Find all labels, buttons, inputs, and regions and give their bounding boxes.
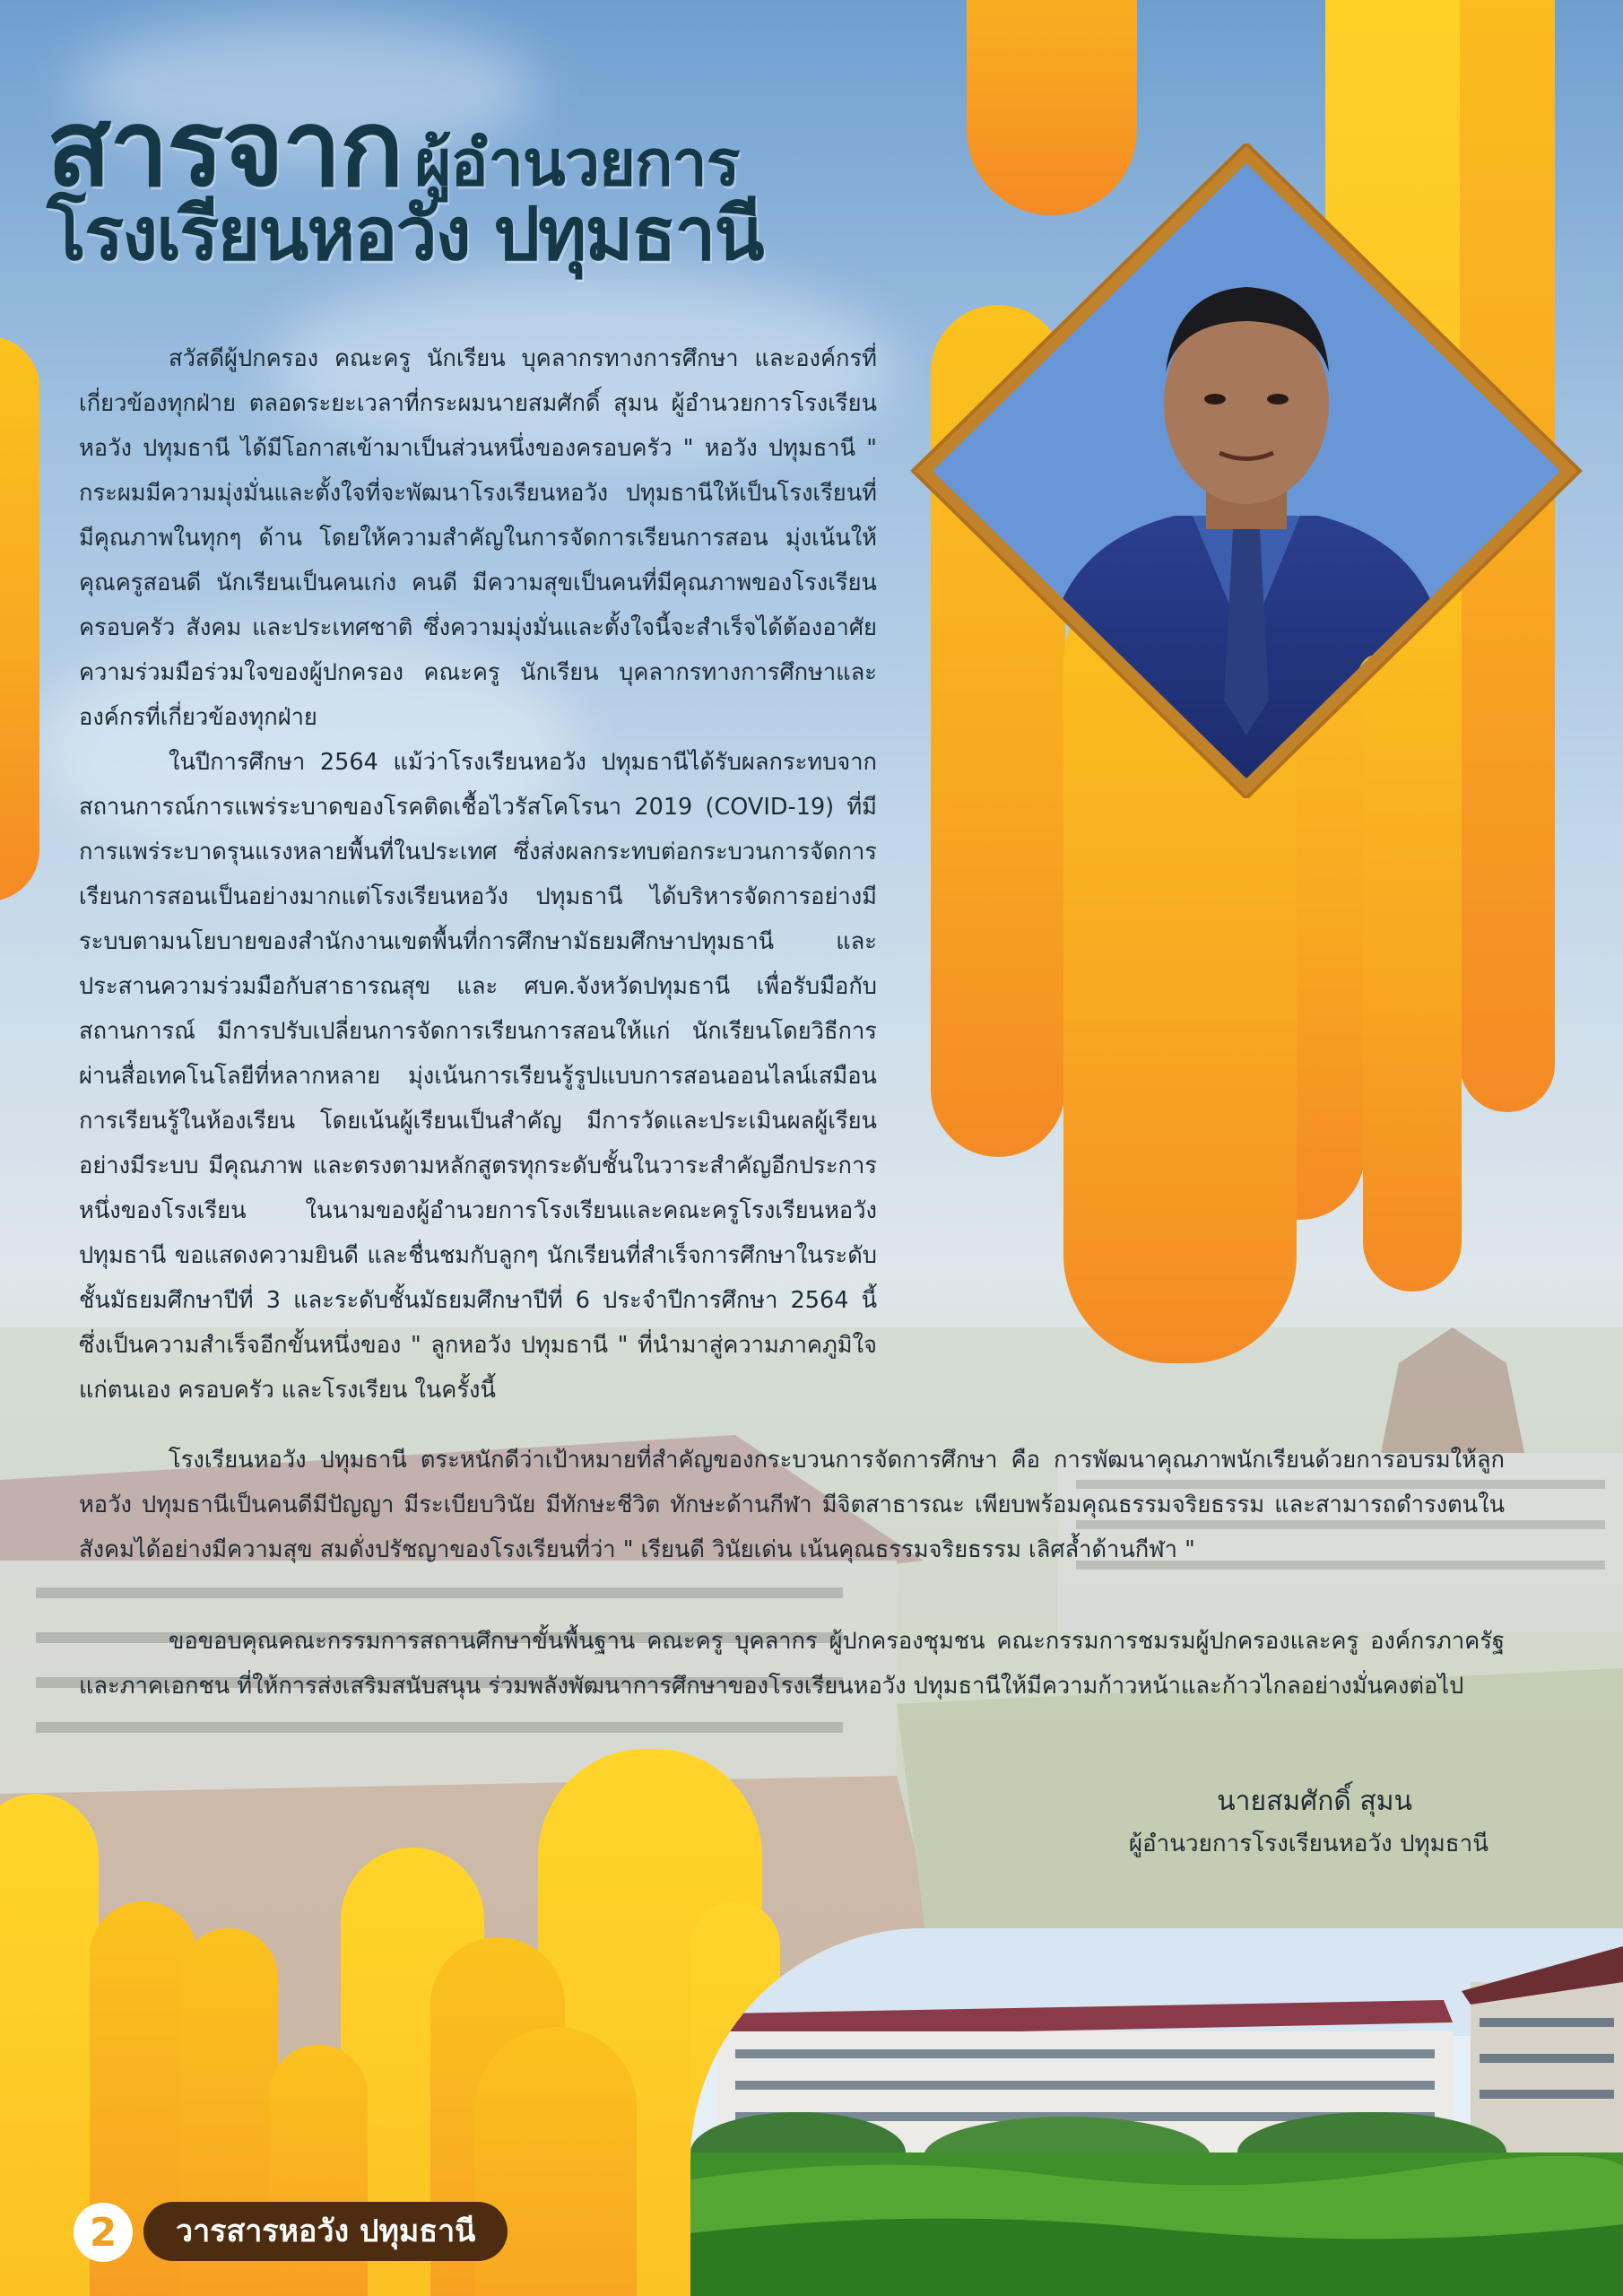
signature-position: ผู้อำนวยการโรงเรียนหอวัง ปทุมธานี xyxy=(1128,1831,1488,1857)
title-main: สารจาก xyxy=(47,86,403,210)
page-number: 2 xyxy=(74,2203,133,2262)
school-photo xyxy=(690,1928,1623,2296)
director-portrait xyxy=(906,144,1587,798)
body-paragraph-3: โรงเรียนหอวัง ปทุมธานี ตระหนักดีว่าเป้าหมายที่สำคัญของกระบวนการจัดการศึกษา คือ การพัฒนาคุณภาพนักเรียนด้วยการอบรมให้ลูกหอวัง ปทุมธานีเป็นคนดีมีปัญญา มีระเบียบวินัย มีทักษะชีวิต ทักษะด้านกีฬา มีจิตสาธารณะ เพียบพร้อมคุณธรรมจริยธรรม และสามารถดำรงตนในสังคมได้อย่างมีความสุข สมดั่งปรัชญาของโรงเรียนที่ว่า " เรียนดี วินัยเด่น เน้นคุณธรรมจริยธรรม เลิศล้ำด้านกีฬา " xyxy=(79,1447,1505,1563)
signature-name: นายสมศักดิ์ สุมน xyxy=(1217,1786,1412,1817)
journal-name-pill: วารสารหอวัง ปทุมธานี xyxy=(143,2202,508,2261)
decorative-bar xyxy=(0,336,39,901)
body-paragraph-1: สวัสดีผู้ปกครอง คณะครู นักเรียน บุคลากรทางการศึกษา และองค์กรที่เกี่ยวข้องทุกฝ่าย ตลอดระยะเวลาที่กระผมนายสมศักดิ์ สุมน ผู้อำนวยการโรงเรียนหอวัง ปทุมธานี ได้มีโอกาสเข้ามาเป็นส่วนหนึ่งของครอบครัว " หอวัง ปทุมธานี " กระผมมีความมุ่งมั่นและตั้งใจที่จะพัฒนาโรงเรียนหอวัง ปทุมธานีให้เป็นโรงเรียนที่มีคุณภาพในทุกๆ ด้าน โดยให้ความสำคัญในการจัดการเรียนการสอน มุ่งเน้นให้คุณครูสอนดี นักเรียนเป็นคนเก่ง คนดี มีความสุขเป็นคนที่มีคุณภาพของโรงเรียน ครอบครัว สังคม และประเทศชาติ ซึ่งความมุ่งมั่นและตั้งใจนี้จะสำเร็จได้ต้องอาศัยความร่วมมือร่วมใจของผู้ปกครอง คณะครู นักเรียน บุคลากรทางการศึกษาและองค์กรที่เกี่ยวข้องทุกฝ่าย xyxy=(79,345,877,731)
body-paragraph-2: ในปีการศึกษา 2564 แม้ว่าโรงเรียนหอวัง ปทุมธานีได้รับผลกระทบจากสถานการณ์การแพร่ระบาดของโรคติดเชื้อไวรัสโคโรนา 2019 (COVID-19) ที่มีการแพร่ระบาดรุนแรงหลายพื้นที่ในประเทศ ซึ่งส่งผลกระทบต่อกระบวนการจัดการเรียนการสอนเป็นอย่างมากแต่โรงเรียนหอวัง ปทุมธานี ได้บริหารจัดการอย่างมีระบบตามนโยบายของสำนักงานเขตพื้นที่การศึกษามัธยมศึกษาปทุมธานี และประสานความร่วมมือกับสาธารณสุข และ ศบค.จังหวัดปทุมธานี เพื่อรับมือกับสถานการณ์ มีการปรับเปลี่ยนการจัดการเรียนการสอนให้แก่ นักเรียนโดยวิธีการผ่านสื่อเทคโนโลยีที่หลากหลาย มุ่งเน้นการเรียนรู้รูปแบบการสอนออนไลน์เสมือนการเรียนรู้ในห้องเรียน โดยเน้นผู้เรียนเป็นสำคัญ มีการวัดและประเมินผลผู้เรียนอย่างมีระบบ มีคุณภาพ และตรงตามหลักสูตรทุกระดับชั้นในวาระสำคัญอีกประการหนึ่งของโรงเรียน ในนามของผู้อำนวยการโรงเรียนและคณะครูโรงเรียนหอวัง ปทุมธานี ขอแสดงความยินดี และชื่นชมกับลูกๆ นักเรียนที่สำเร็จการศึกษาในระดับชั้นมัธยมศึกษาปีที่ 3 และระดับชั้นมัธยมศึกษาปีที่ 6 ประจำปีการศึกษา 2564 นี้ ซึ่งเป็นความสำเร็จอีกขั้นหนึ่งของ " ลูกหอวัง ปทุมธานี " ที่นำมาสู่ความภาคภูมิใจแก่ตนเอง ครอบครัว และโรงเรียน ในครั้งนี้ xyxy=(79,749,877,1404)
decorative-bar xyxy=(475,2027,637,2296)
page-title-line2: โรงเรียนหอวัง ปทุมธานี xyxy=(47,192,763,277)
title-sub: ผู้อำนวยการ xyxy=(414,126,740,200)
body-paragraph-4: ขอขอบคุณคณะกรรมการสถานศึกษาขั้นพื้นฐาน คณะครู บุคลากร ผู้ปกครองชุมชน คณะกรรมการชมรมผู้ปกครองและครู องค์กรภาครัฐและภาคเอกชน ที่ให้การส่งเสริมสนับสนุน ร่วมพลังพัฒนาการศึกษาของโรงเรียนหอวัง ปทุมธานีให้มีความก้าวหน้าและก้าวไกลอย่างมั่นคงต่อไป xyxy=(79,1628,1505,1700)
